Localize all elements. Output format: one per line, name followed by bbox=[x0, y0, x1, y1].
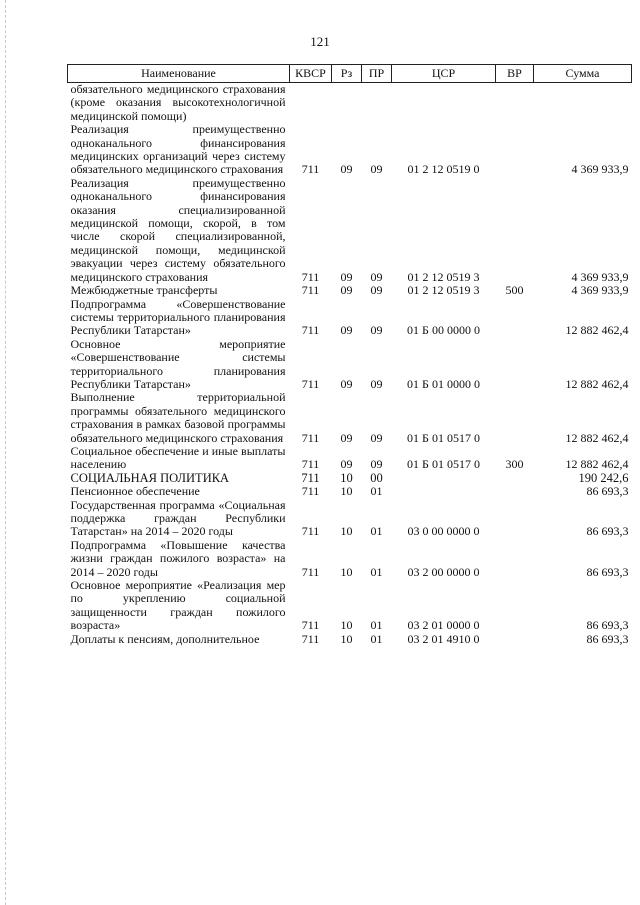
row-csr: 03 2 00 0000 0 bbox=[407, 564, 480, 579]
row-sum: 190 242,6 bbox=[578, 470, 629, 485]
row-name: СОЦИАЛЬНАЯ ПОЛИТИКА bbox=[70, 470, 230, 485]
row-kvsr: 711 bbox=[301, 269, 320, 284]
table-row bbox=[68, 485, 632, 498]
row-csr: 01 Б 01 0517 0 bbox=[407, 457, 480, 472]
header-csr: ЦСР bbox=[392, 65, 496, 83]
row-rz: 09 bbox=[340, 269, 353, 284]
row-pr: 09 bbox=[370, 457, 383, 472]
row-name: обязательного медицинского страхования (кроме оказания высокотехнологичной медицинской помощи) bbox=[70, 82, 286, 123]
row-sum: 4 369 933,9 bbox=[571, 162, 629, 177]
row-kvsr: 711 bbox=[301, 564, 320, 579]
margin-binding-line bbox=[5, 0, 6, 905]
row-vr bbox=[496, 539, 534, 579]
row-pr: 01 bbox=[370, 618, 383, 633]
row-kvsr: 711 bbox=[301, 618, 320, 633]
row-sum: 86 693,3 bbox=[586, 631, 629, 646]
row-sum: 12 882 462,4 bbox=[565, 376, 629, 391]
row-kvsr: 711 bbox=[301, 484, 320, 499]
row-name: Подпрограмма «Повышение качества жизни граждан пожилого возраста» на 2014 – 2020 годы bbox=[70, 537, 286, 579]
row-vr bbox=[496, 298, 534, 338]
row-kvsr: 711 bbox=[301, 524, 320, 539]
table-row bbox=[68, 445, 632, 472]
row-csr: 01 2 12 0519 0 bbox=[407, 162, 480, 177]
row-name: Основное мероприятие «Совершенствование системы территориального планирования Республики Татарстан» bbox=[70, 336, 286, 391]
row-rz: 10 bbox=[340, 524, 353, 539]
header-sum: Сумма bbox=[534, 65, 632, 83]
row-csr: 01 Б 01 0000 0 bbox=[407, 376, 480, 391]
row-sum: 86 693,3 bbox=[586, 524, 629, 539]
row-vr: 500 bbox=[505, 283, 524, 298]
row-kvsr bbox=[290, 83, 332, 124]
table-row bbox=[68, 633, 632, 646]
row-name: Доплаты к пенсиям, дополнительное bbox=[70, 631, 260, 646]
row-csr: 03 2 01 4910 0 bbox=[407, 631, 480, 646]
row-csr: 01 2 12 0519 3 bbox=[407, 283, 480, 298]
row-sum: 4 369 933,9 bbox=[571, 283, 629, 298]
row-name: Основное мероприятие «Реализация мер по укреплению социальной защищенности граждан пожилого возраста» bbox=[70, 578, 286, 633]
row-rz: 10 bbox=[340, 618, 353, 633]
row-kvsr: 711 bbox=[301, 430, 320, 445]
row-sum: 4 369 933,9 bbox=[571, 269, 629, 284]
row-pr: 00 bbox=[370, 470, 383, 485]
row-pr: 09 bbox=[370, 430, 383, 445]
row-vr bbox=[496, 579, 534, 633]
row-pr: 01 bbox=[370, 524, 383, 539]
row-vr bbox=[496, 123, 534, 177]
row-sum: 86 693,3 bbox=[586, 618, 629, 633]
row-rz: 09 bbox=[340, 430, 353, 445]
row-vr bbox=[496, 485, 534, 498]
row-kvsr: 711 bbox=[301, 376, 320, 391]
row-pr bbox=[362, 83, 392, 124]
row-pr: 09 bbox=[370, 162, 383, 177]
table-row bbox=[68, 83, 632, 124]
table-row bbox=[68, 177, 632, 284]
row-sum bbox=[534, 83, 632, 124]
row-vr bbox=[496, 83, 534, 124]
page-number: 121 bbox=[310, 34, 330, 49]
table-row bbox=[68, 499, 632, 539]
row-sum: 86 693,3 bbox=[586, 564, 629, 579]
row-pr: 09 bbox=[370, 323, 383, 338]
row-csr: 01 Б 01 0517 0 bbox=[407, 430, 480, 445]
section-row bbox=[68, 472, 632, 485]
row-sum: 12 882 462,4 bbox=[565, 323, 629, 338]
row-rz bbox=[332, 83, 362, 124]
row-vr bbox=[496, 472, 534, 485]
row-pr: 09 bbox=[370, 283, 383, 298]
table-row bbox=[68, 123, 632, 177]
row-name: Социальное обеспечение и иные выплаты населению bbox=[70, 443, 286, 472]
table-row bbox=[68, 298, 632, 338]
row-kvsr: 711 bbox=[301, 470, 320, 485]
row-csr: 03 0 00 0000 0 bbox=[407, 524, 480, 539]
row-rz: 09 bbox=[340, 162, 353, 177]
row-rz: 10 bbox=[340, 470, 353, 485]
row-rz: 09 bbox=[340, 457, 353, 472]
row-name: Пенсионное обеспечение bbox=[70, 484, 200, 499]
row-name: Государственная программа «Социальная поддержка граждан Республики Татарстан» на 2014 – 2020 годы bbox=[70, 497, 286, 539]
row-rz: 09 bbox=[340, 376, 353, 391]
row-rz: 09 bbox=[340, 323, 353, 338]
row-vr: 300 bbox=[505, 457, 524, 472]
row-kvsr: 711 bbox=[301, 457, 320, 472]
row-rz: 10 bbox=[340, 631, 353, 646]
row-csr: 03 2 01 0000 0 bbox=[407, 618, 480, 633]
row-rz: 10 bbox=[340, 484, 353, 499]
row-rz: 10 bbox=[340, 564, 353, 579]
header-rz: Рз bbox=[332, 65, 362, 83]
table-row bbox=[68, 391, 632, 445]
header-kvsr: КВСР bbox=[290, 65, 332, 83]
row-vr bbox=[496, 338, 534, 392]
row-vr bbox=[496, 391, 534, 445]
row-name: Межбюджетные трансферты bbox=[70, 283, 218, 298]
row-csr bbox=[392, 472, 496, 485]
row-kvsr: 711 bbox=[301, 283, 320, 298]
row-pr: 09 bbox=[370, 269, 383, 284]
row-sum: 86 693,3 bbox=[586, 484, 629, 499]
row-name: Реализация преимущественно одноканального финансирования медицинских организаций через систему обязательного медицинского страхования bbox=[70, 122, 286, 177]
row-vr bbox=[496, 499, 534, 539]
header-vr: ВР bbox=[496, 65, 534, 83]
table-row bbox=[68, 579, 632, 633]
row-sum: 12 882 462,4 bbox=[565, 457, 629, 472]
row-pr: 01 bbox=[370, 484, 383, 499]
table-row bbox=[68, 539, 632, 579]
row-vr bbox=[496, 633, 534, 646]
row-vr bbox=[496, 177, 534, 284]
table-row bbox=[68, 284, 632, 297]
budget-table bbox=[67, 64, 632, 646]
row-kvsr: 711 bbox=[301, 631, 320, 646]
header-pr: ПР bbox=[362, 65, 392, 83]
row-csr: 01 Б 00 0000 0 bbox=[407, 323, 480, 338]
row-pr: 09 bbox=[370, 376, 383, 391]
row-csr: 01 2 12 0519 3 bbox=[407, 269, 480, 284]
header-name: Наименование bbox=[68, 65, 290, 83]
row-name: Реализация преимущественно одноканального финансирования оказания специализированной медицинской помощи, скорой, в том числе скорой специализированной, медицинской помощи, медицинской эвакуации через систему обязательного медицинского страхования bbox=[70, 175, 286, 284]
row-csr bbox=[392, 485, 496, 498]
row-sum: 12 882 462,4 bbox=[565, 430, 629, 445]
row-kvsr: 711 bbox=[301, 162, 320, 177]
row-name: Выполнение территориальной программы обязательного медицинского страхования в рамках базовой программы обязательного медицинского страхования bbox=[70, 390, 286, 445]
table-header-row bbox=[68, 65, 632, 83]
row-rz: 09 bbox=[340, 283, 353, 298]
row-name: Подпрограмма «Совершенствование системы территориального планирования Республики Татарстан» bbox=[70, 296, 286, 338]
table-row bbox=[68, 338, 632, 392]
row-kvsr: 711 bbox=[301, 323, 320, 338]
row-pr: 01 bbox=[370, 631, 383, 646]
row-pr: 01 bbox=[370, 564, 383, 579]
row-csr bbox=[392, 83, 496, 124]
